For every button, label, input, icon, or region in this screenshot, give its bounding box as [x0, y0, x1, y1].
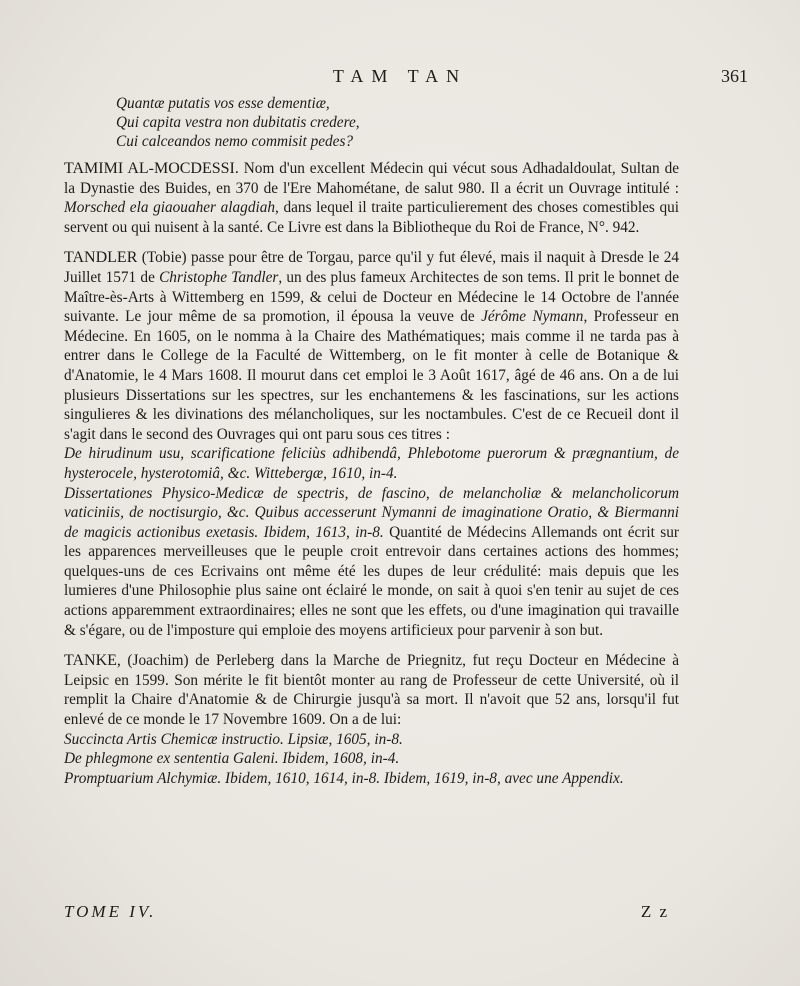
- entry-headword: TANKE,: [64, 652, 121, 670]
- entry-tanke: [64, 651, 679, 788]
- entry-text: Quantité de Médecins Allemands ont écrit sur les apparences merveilleuses que le peuple croit entrevoir dans certaines actions des hommes; quelques-uns de ces Ecrivains ont même été les dupes de leur crédulité: mais depuis que les lumieres d'une Philosophie plus saine ont éclairé le monde, on sait à quoi s'en tenir au sujet de ces actions apparemment extraordinaires; elles ne sont que les effets, ou d'une imagination qui travaille & s'égare, ou de l'imposture qui emploie des moyens artificieux pour parvenir à son but.: [64, 523, 679, 639]
- verse-line: Cui calceandos nemo commisit pedes?: [116, 133, 354, 150]
- person-name: Christophe Tandler: [159, 268, 279, 286]
- entry-headword: TAMIMI AL-MOCDESSI.: [64, 160, 239, 177]
- signature-mark: Z z: [640, 902, 669, 921]
- page-footer: [64, 902, 679, 926]
- bibliography-item: De hirudinum usu, scarificatione feliciùs adhibendâ, Phlebotome puerorum & prægnantium, de hysterocele, hysterotomiâ, &c. Wittebergæ, 1610, in-4.: [64, 445, 679, 482]
- bibliography-item: Dissertationes Physico-Medicæ de spectris, de fascino, de melancholiæ & melancholicorum vaticiniis, de noctisurgio, &c. Quibus accesserunt Nymanni de imaginatione Oratio, & Biermanni de magicis actionibus exetasis. Ibidem, 1613, in-8.: [64, 484, 679, 541]
- page-body: [64, 94, 679, 799]
- running-title: TAM TAN: [332, 66, 468, 86]
- entry-text: , dans lequel il traite particulierement des choses comestibles qui servent ou qui nuisent à la santé. Ce Livre est dans la Bibliotheque du Roi de France, N°. 942.: [64, 199, 680, 236]
- entry-tamimi: [64, 159, 679, 237]
- entry-text: (Joachim) de Perleberg dans la Marche de Priegnitz, fut reçu Docteur en Médecine à Leipsic en 1599. Son mérite le fit bientôt monter au rang de Professeur de cette Université, où il remplit la Chaire d'Anatomie & de Chirurgie jusqu'à sa mort. Il n'avoit que 52 ans, lorsqu'il fut enlevé de ce monde le 17 Novembre 1609. On a de lui:: [64, 652, 679, 729]
- bibliography-item: De phlegmone ex sententia Galeni. Ibidem, 1608, in-4.: [64, 750, 400, 768]
- bibliography-item: Promptuarium Alchymiæ. Ibidem, 1610, 1614, in-8. Ibidem, 1619, in-8, avec une Appendix.: [64, 769, 624, 787]
- entry-text: Nom d'un excellent Médecin qui vécut sous Adhadaldoulat, Sultan de la Dynastie des Buides, en 370 de l'Ere Mahométane, de salut 980. Il a écrit un Ouvrage intitulé :: [64, 160, 680, 197]
- person-name: Jérôme Nymann: [481, 308, 584, 326]
- page-header: [0, 66, 800, 90]
- entry-headword: TANDLER: [64, 249, 138, 267]
- verse-quotation: [116, 94, 679, 151]
- verse-line: Quantæ putatis vos esse dementiæ,: [116, 95, 330, 112]
- entry-tandler: [64, 248, 679, 640]
- verse-line: Qui capita vestra non dubitatis credere,: [116, 114, 360, 131]
- work-title: Morsched ela giaouaher alagdiah: [64, 199, 276, 217]
- entry-text: , Professeur en Médecine. En 1605, on le nomma à la Chaire des Mathématiques; mais comme il ne tarda pas à entrer dans le College de la Faculté de Wittemberg, on le fit monter à celle de Botanique & d'Anatomie, le 4 Mars 1608. Il mourut dans cet emploi le 3 Août 1617, âgé de 46 ans. On a de lui plusieurs Dissertations sur les spectres, sur les enchantemens & les fascinations, sur les actions singulieres & les divinations des mélancholiques, sur les noctambules. C'est de ce Recueil dont il s'agit dans le second des Ouvrages qui ont paru sous ces titres :: [64, 308, 680, 443]
- page-number: 361: [721, 66, 748, 86]
- tome-label: TOME IV.: [64, 902, 157, 921]
- entry-text: , un des plus fameux Architectes de son tems. Il prit le bonnet de Maître-ès-Arts à Wittemberg en 1599, & celui de Docteur en Médecine le 14 Octobre de l'année suivante. Le jour même de sa promotion, il épousa la veuve de: [64, 268, 679, 326]
- bibliography-item: Succincta Artis Chemicæ instructio. Lipsiæ, 1605, in-8.: [64, 730, 403, 748]
- entry-text: (Tobie) passe pour être de Torgau, parce qu'il y fut élevé, mais il naquit à Dresde le 24 Juillet 1571 de: [64, 249, 679, 286]
